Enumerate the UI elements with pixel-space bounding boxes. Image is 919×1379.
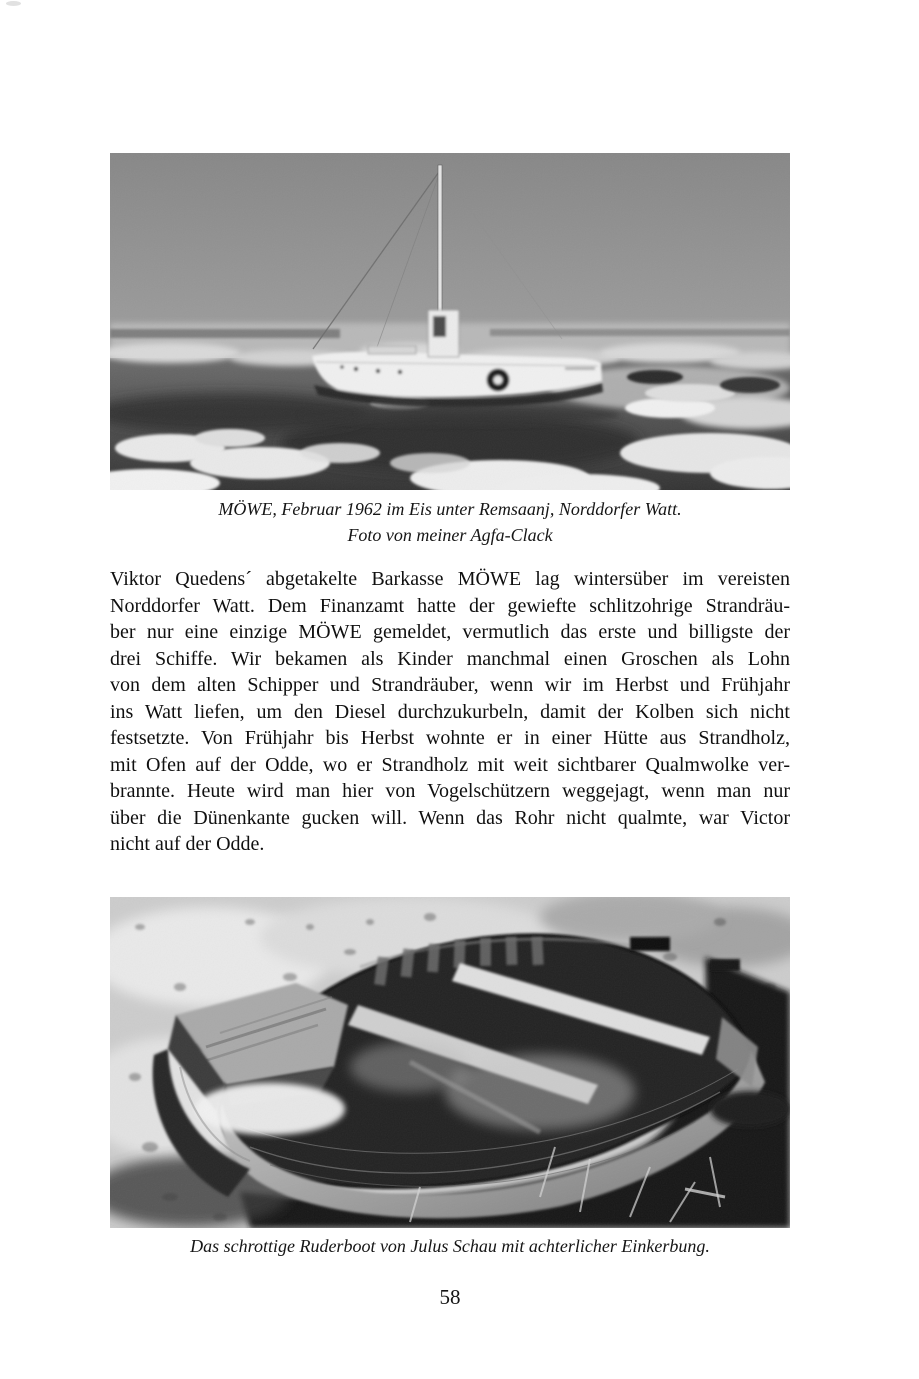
text-line: ins Watt liefen, um den Diesel durchzukurbeln, damit der Kolben sich nicht [110, 700, 790, 723]
photo-caption-rowboat: Das schrottige Ruderboot von Julus Schau mit achterlicher Einkerbung. [190, 1236, 710, 1256]
boat-in-ice-image [110, 153, 790, 490]
text-line: drei Schiffe. Wir bekamen als Kinder manchmal einen Groschen als Lohn [110, 647, 790, 670]
text-line: über die Dünenkante gucken will. Wenn das Rohr nicht qualmte, war Victor [110, 806, 790, 829]
photo-caption-mowe [110, 497, 790, 548]
paragraph [110, 566, 790, 858]
rowing-boat-image [110, 897, 790, 1228]
text-line: nicht auf der Odde. [110, 833, 265, 856]
scan-artifact [6, 1, 21, 6]
text-line: mit Ofen auf der Odde, wo er Strandholz mit weit sichtbarer Qualmwolke ver- [110, 753, 790, 776]
caption-line-1: MÖWE, Februar 1962 im Eis unter Remsaanj, Norddorfer Watt. [218, 499, 682, 519]
text-line: festsetzte. Von Frühjahr bis Herbst wohnte er in einer Hütte aus Strandholz, [110, 727, 790, 750]
text-line: von dem alten Schipper und Strandräuber, wenn wir im Herbst und Frühjahr [110, 674, 790, 697]
text-line: ber nur eine einzige MÖWE gemeldet, vermutlich das erste und billigste der [110, 621, 790, 644]
photo-mowe-in-ice [110, 153, 790, 490]
caption-line-2: Foto von meiner Agfa-Clack [347, 524, 553, 545]
text-line: Viktor Quedens´ abgetakelte Barkasse MÖWE lag wintersüber im vereisten [110, 568, 790, 590]
text-line: Norddorfer Watt. Dem Finanzamt hatte der gewiefte schlitzohrige Strandräu- [110, 594, 790, 617]
page-number: 58 [439, 1285, 461, 1309]
text-line: brannte. Heute wird man hier von Vogelschützern weggejagt, wenn man nur [110, 780, 790, 803]
photo-rowing-boat [110, 897, 790, 1228]
